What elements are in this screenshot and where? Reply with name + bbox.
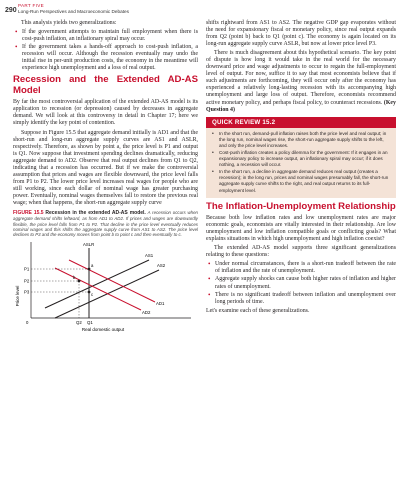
key-question-ref: (Key Question 4): [206, 99, 396, 113]
left-column: [13, 20, 198, 336]
point-c-label: c: [91, 291, 94, 297]
figure-label: FIGURE 15.5: [13, 210, 44, 217]
list-item: • Aggregate supply shocks can cause both higher rates of inflation and higher rates of unemployment.: [206, 276, 396, 290]
list-item: • There is no significant tradeoff between inflation and unemployment over long periods of time.: [206, 292, 396, 306]
figure-title: Recession in the extended AD-AS model.: [45, 210, 146, 217]
point-b-label: b: [73, 274, 76, 280]
figure-description: A recession occurs when aggregate demand shifts leftward, as from AD1 to AD2. If prices and wages are downwardly flexible, the price level falls from P1 to P2. That decline in the price level eventually reduces nominal wages and this shifts the aggregate supply curve from AS1 to AS2. The price level declines to P3 and the economy moves from point b to point c and then eventually to c.: [13, 210, 198, 238]
point-a-label: a: [91, 262, 94, 268]
part-title: Long-Run Perspectives and Macroeconomic Debates: [18, 9, 129, 14]
p1-label: P1: [24, 266, 30, 272]
ad-as-diagram: [13, 238, 198, 333]
right-column: [206, 20, 396, 317]
point-c: [88, 290, 91, 293]
x-axis-label: Real domestic output: [81, 326, 125, 332]
intro-text: This analysis yields two generalizations:: [21, 20, 117, 26]
paragraph: Because both low inflation rates and low unemployment rates are major economic goals, economists are vitally interested in their relationship. Are low unemployment and low inflation compatible goals or conflicting goals? What explains situations in which high unemployment and high inflation coexist?: [206, 215, 396, 243]
paragraph: Suppose in Figure 15.5 that aggregate demand initially is AD1 and that the short-run and long-run aggregate supply curves are AS1 and ASLR, respectively. Therefore, as shown by point a, the price level is P1 and output is Q1. Now suppose that investment spending declines dramatically, reducing aggregate demand to AD2. Observe that real output declines from Q1 to Q2, indicating that a recession has occurred. But if we make the controversial assumption that prices and wages are flexible downward, the price level falls from P1 to P2. The lower price level increases real wages for people who are still working, since each dollar of nominal wage has greater purchasing power. Eventually, nominal wages themselves fall to restore the previous real wage; when that happens, the short-run aggregate supply curve: [13, 129, 198, 206]
p3-label: P3: [24, 289, 30, 295]
figure-15-5: [13, 210, 198, 336]
paragraph: By far the most controversial application of the extended AD-AS model is its application to recession (or depression) caused by decreases in aggregate demand. We will look at this controversy in detail in Chapter 17; here we simply identify the key point of contention.: [13, 99, 198, 127]
as1-curve: [45, 260, 149, 308]
q2-label: Q2: [76, 319, 82, 325]
list-item: • In the short run, demand-pull inflation raises both the price level and real output; in the long run, nominal wages rise, the short-run aggregate supply shifts to the left, and only the price level increases.: [210, 131, 390, 149]
list-item: • Under normal circumstances, there is a short-run tradeoff between the rate of inflation and the rate of unemployment.: [206, 261, 396, 275]
list-item: • Cost-push inflation creates a policy dilemma for the government: If it engages in an expansionary policy to increase output, an inflationary spiral may occur; if it does nothing, a recession will occur.: [210, 150, 390, 168]
list-item: • In the short run, a decline in aggregate demand reduces real output (creates a recession); in the long run, prices and nominal wages presumably fall, the short-run aggregate supply curve shifts to the right, and real output returns to its full-employment level.: [210, 169, 390, 193]
section-heading: The Inflation-Unemployment Relationship: [206, 200, 396, 212]
paragraph-text: There is much disagreement about this hypothetical scenario. The key point of dispute is how long it would take in the real world for the necessary downward price and wage adjustments to occur to regain the full-employment level of output. For now, suffice it to say that most economists believe that if such adjustments are forthcoming, they will occur only after the economy has experienced a relatively long-lasting recession with its accompanying high unemployment and large loss of output. Therefore, economists recommend active monetary policy, and perhaps fiscal policy, to counteract recessions.: [206, 50, 396, 106]
paragraph: shifts rightward from AS1 to AS2. The negative GDP gap evaporates without the need for expansionary fiscal or monetary policy, since real output expands from Q2 (point b) back to Q1 (point c). The economy is again located on its long-run aggregate supply curve ASLR, but now at lower price level P3.: [206, 20, 396, 48]
p2-label: P2: [24, 278, 30, 284]
origin-label: 0: [26, 319, 29, 325]
paragraph: Let's examine each of these generalizations.: [206, 307, 310, 314]
q1-label: Q1: [87, 319, 93, 325]
part-label: PART FIVE: [18, 3, 44, 8]
page-number: 290: [5, 7, 17, 14]
as1-label: AS1: [145, 252, 154, 258]
paragraph: [206, 50, 396, 113]
as-lr-label: ASLR: [83, 241, 95, 247]
figure-caption: [13, 210, 198, 237]
quick-review-box: [206, 117, 396, 198]
generalizations-list: [206, 261, 396, 305]
as2-label: AS2: [157, 262, 166, 268]
paragraph: The extended AD-AS model supports three significant generalizations relating to these questions:: [206, 245, 396, 259]
generalizations-list: [13, 29, 198, 72]
ad2-label: AD2: [142, 309, 151, 315]
quick-review-list: [210, 131, 390, 194]
ad1-label: AD1: [156, 300, 165, 306]
y-axis-label: Price level: [15, 285, 20, 306]
point-b: [78, 279, 81, 282]
point-a: [88, 267, 91, 270]
quick-review-title: QUICK REVIEW 15.2: [206, 117, 396, 128]
list-item: • If the government takes a hands-off approach to cost-push inflation, a recession will occur. Although the recession eventually may undo the initial rise in per-unit production costs, the economy in the meantime will experience high unemployment and a loss of real output.: [13, 44, 198, 72]
section-heading: Recession and the Extended AD-AS Model: [13, 74, 198, 96]
list-item: • If the government attempts to maintain full employment when there is cost-push inflation, an inflationary spiral may occur.: [13, 29, 198, 43]
